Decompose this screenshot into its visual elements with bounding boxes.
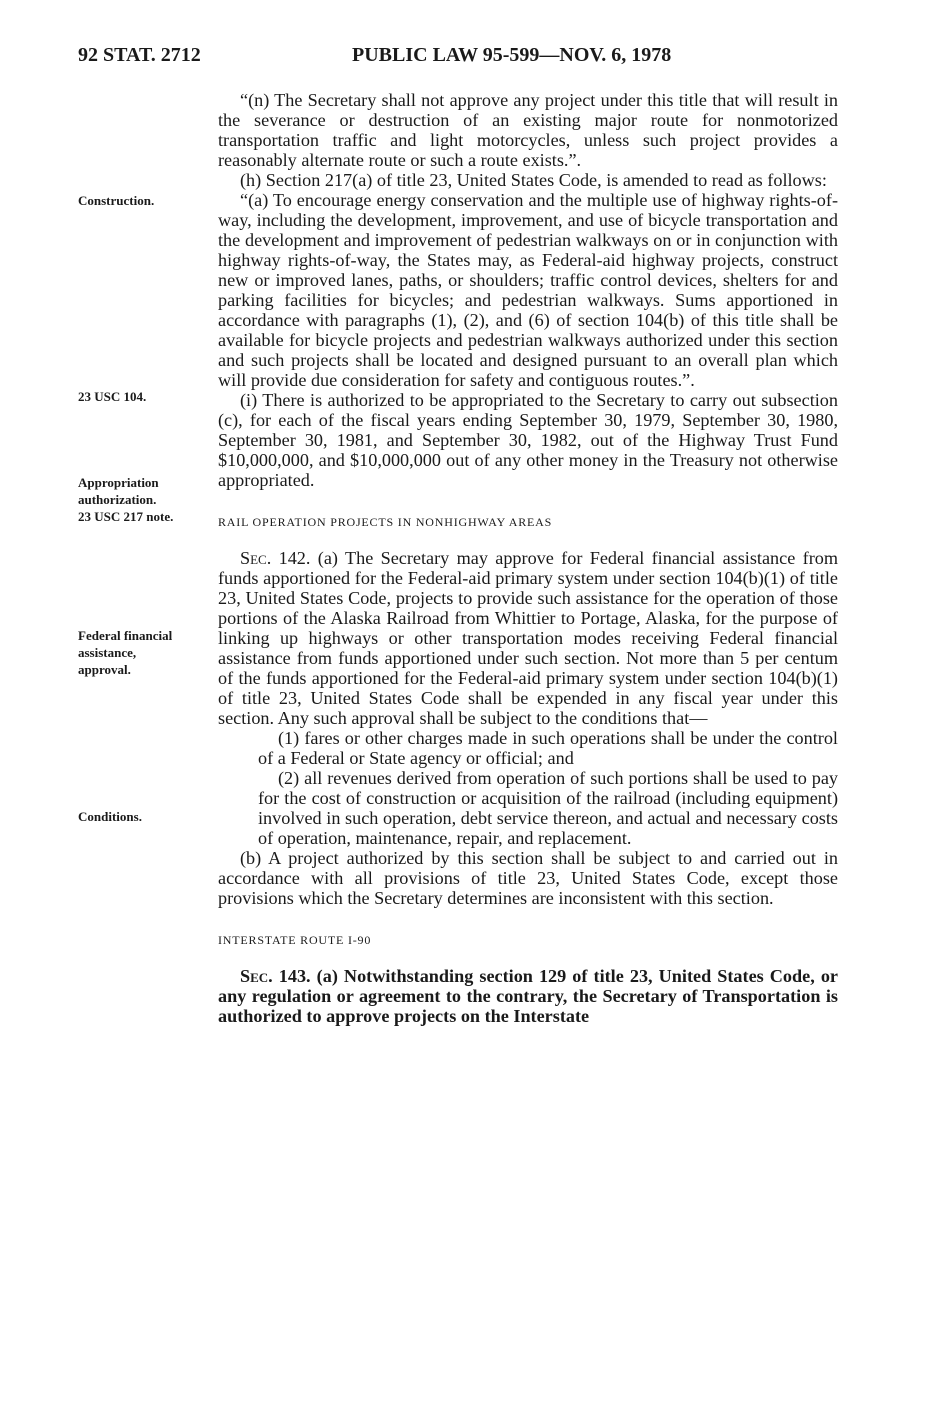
paragraph-a: “(a) To encourage energy conservation and the multiple use of highway rights-of-way, including the development, improvement, and use of bicycle transportation and the development and improvement of pedestrian walkways on or in conjunction with highway rights-of-way, the States may, as Federal-aid highway projects, construct new or improved lanes, paths, or shoulders; traffic control devices, shelters for and parking facilities for bicycles; and pedestrian walkways. Sums apportioned in accordance with paragraphs (1), (2), and (6) of section 104(b) of this title shall be available for bicycle projects and pedestrian walkways authorized under this section and such projects shall be located and designed pursuant to an overall plan which will provide due consideration for safety and contiguous routes.”. — [218, 190, 838, 390]
margin-note-line: approval. — [78, 662, 131, 677]
paragraph-n: “(n) The Secretary shall not approve any project under this title that will result in the severance or destruction of an existing major route for nonmotorized transportation traffic and light motorcycles, unless such project provides a reasonably alternate route or such a route exists.”. — [218, 90, 838, 170]
section-heading-rail-operation: RAIL OPERATION PROJECTS IN NONHIGHWAY AREAS — [218, 515, 553, 529]
running-header-title: PUBLIC LAW 95-599—NOV. 6, 1978 — [352, 44, 672, 66]
section-143 — [218, 966, 838, 1026]
list-item-2: (2) all revenues derived from operation of such portions shall be used to pay for the cost of construction or acquisition of the railroad (including equipment) involved in such operation, debt service thereon, and actual and necessary costs of operation, maintenance, repair, and replacement. — [258, 768, 838, 848]
stat-page-number: 92 STAT. 2712 — [78, 44, 201, 66]
margin-note-line: authorization. — [78, 492, 157, 507]
section-text: (a) The Secretary may approve for Federal financial assistance from funds apportioned for the Federal-aid primary system under section 104(b)(1) of title 23, United States Code, projects to provide such assistance for the operation of those portions of the Alaska Railroad from Whittier to Portage, Alaska, for the purpose of linking up highways or other transportation modes receiving Federal financial assistance from funds apportioned under such section. Not more than 5 per centum of the funds apportioned for the Federal-aid primary system under section 104(b)(1) of title 23, United States Code shall be expended in any fiscal year under this section. Any such approval shall be subject to the conditions that— — [218, 548, 838, 728]
section-142 — [218, 548, 838, 728]
margin-note-usc104: 23 USC 104. — [78, 389, 147, 404]
margin-note-appropriation — [78, 474, 208, 525]
section-text: (a) Notwithstanding section 129 of title 23, United States Code, or any regulation or agreement to the contrary, the Secretary of Transportation is authorized to approve projects on the Interstate — [218, 966, 838, 1026]
margin-note-line: assistance, — [78, 645, 137, 660]
margin-note-line: Federal financial — [78, 628, 173, 643]
paragraph-i: (i) There is authorized to be appropriated to the Secretary to carry out subsection (c), for each of the fiscal years ending September 30, 1979, September 30, 1980, September 30, 1981, and September 30, 1982, out of the Highway Trust Fund $10,000,000, and $10,000,000 out of any other money in the Treasury not otherwise appropriated. — [218, 390, 838, 490]
margin-note-conditions: Conditions. — [78, 809, 142, 824]
section-label: Sec. 142. — [240, 548, 311, 568]
paragraph-h: (h) Section 217(a) of title 23, United States Code, is amended to read as follows: — [240, 170, 827, 190]
margin-note-line: 23 USC 217 note. — [78, 509, 174, 524]
section-heading-interstate-route: INTERSTATE ROUTE I-90 — [218, 933, 372, 947]
section-label: Sec. 143. — [240, 966, 311, 986]
paragraph-b: (b) A project authorized by this section shall be subject to and carried out in accordance with all provisions of title 23, United States Code, except those provisions which the Secretary determines are inconsistent with this section. — [218, 848, 838, 908]
body-text — [218, 90, 838, 1026]
list-item-1: (1) fares or other charges made in such operations shall be under the control of a Federal or State agency or official; and — [258, 728, 838, 768]
margin-note-line: Appropriation — [78, 475, 159, 490]
margin-note-construction: Construction. — [78, 193, 155, 208]
margin-note-federal-assistance — [78, 627, 208, 678]
